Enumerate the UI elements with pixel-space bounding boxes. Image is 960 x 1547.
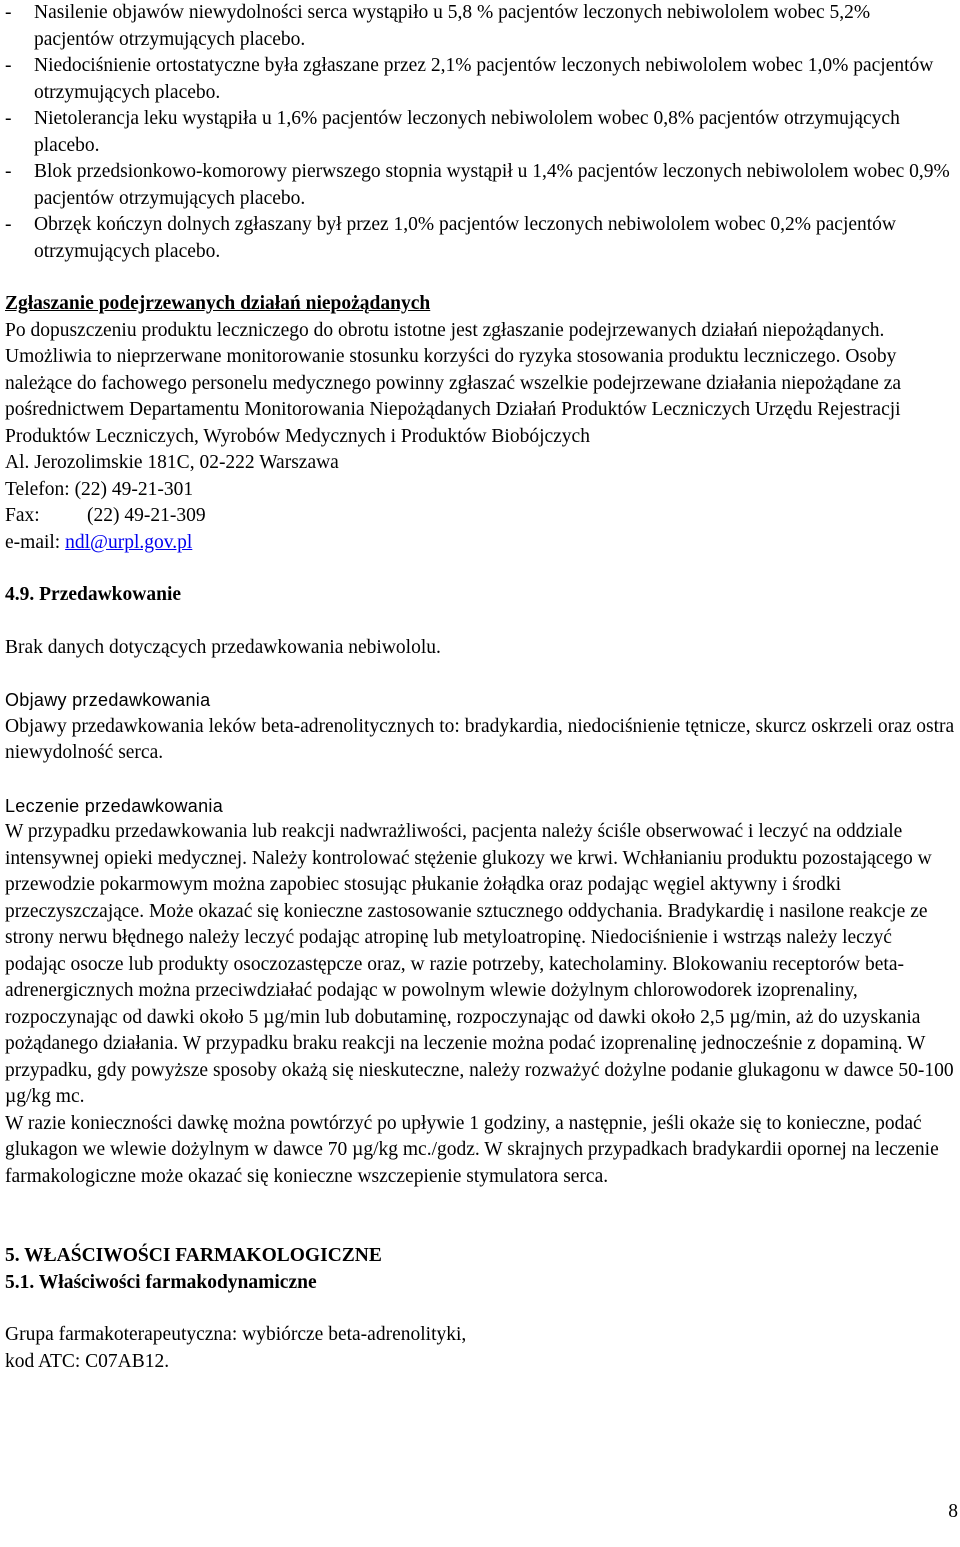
document-page xyxy=(5,0,955,1375)
bullet-dash: - xyxy=(5,55,12,76)
overdose-no-data: Brak danych dotyczących przedawkowania nebiwololu. xyxy=(5,636,441,658)
fax-label: Fax: xyxy=(5,505,40,526)
list-item: - Nietolerancja leku wystąpiła u 1,6% pacjentów leczonych nebiwololem wobec 0,8% pacjentów otrzymujących placebo. xyxy=(5,108,900,156)
symptoms-body: Objawy przedawkowania leków beta-adrenolitycznych to: bradykardia, niedociśnienie tętnicze, skurcz oskrzeli oraz ostra niewydolność serca. xyxy=(5,715,955,763)
list-item: - Niedociśnienie ortostatyczne była zgłaszane przez 2,1% pacjentów leczonych nebiwololem wobec 1,0% pacjentów otrzymujących placebo. xyxy=(5,55,934,103)
reporting-phone: Telefon: (22) 49-21-301 xyxy=(5,478,194,500)
overdose-heading: 4.9. Przedawkowanie xyxy=(5,584,182,605)
reporting-body: Po dopuszczeniu produktu leczniczego do obrotu istotne jest zgłaszanie podejrzewanych działań niepożądanych. Umożliwia to nieprzerwane monitorowanie stosunku korzyści do ryzyka stosowania produktu leczniczego. Osoby należące do fachowego personelu medycznego powinny zgłaszać wszelkie podejrzewane działania niepożądane za pośrednictwem Departamentu Monitorowania Niepożądanych Działań Produktów Leczniczych Urzędu Rejestracji Produktów Leczniczych, Wyrobów Medycznych i Produktów Biobójczych xyxy=(5,319,902,447)
overdose-section xyxy=(5,582,955,1190)
atc-code: kod ATC: C07AB12. xyxy=(5,1350,170,1372)
bullet-dash: - xyxy=(5,2,12,23)
treatment-heading: Leczenie przedawkowania xyxy=(5,795,224,816)
list-item: - Nasilenie objawów niewydolności serca wystąpiło u 5,8 % pacjentów leczonych nebiwololem wobec 5,2% pacjentów otrzymujących placebo. xyxy=(5,2,871,50)
reporting-email xyxy=(5,530,955,557)
reporting-address: Al. Jerozolimskie 181C, 02-222 Warszawa xyxy=(5,452,339,473)
reporting-fax xyxy=(5,503,955,530)
treatment-body-continued: W razie konieczności dawkę można powtórzyć po upływie 1 godziny, a następnie, jeśli okaże się to konieczne, podać glukagon we wlewie dożylnym w dawce 70 µg/kg mc./godz. W skrajnych przypadkach bradykardii opornej na leczenie farmakologiczne może okazać się konieczne wszczepienie stymulatora serca. xyxy=(5,1112,939,1187)
fax-value: (22) 49-21-309 xyxy=(87,505,206,526)
symptoms-heading: Objawy przedawkowania xyxy=(5,690,211,710)
reporting-heading: Zgłaszanie podejrzewanych działań niepożądanych xyxy=(5,293,431,314)
bullet-dash: - xyxy=(5,108,12,129)
email-link[interactable]: ndl@urpl.gov.pl xyxy=(65,531,193,553)
subsection-heading: 5.1. Właściwości farmakodynamiczne xyxy=(5,1271,317,1293)
pharmacology-section xyxy=(5,1243,955,1375)
adverse-effects-list xyxy=(5,0,955,265)
page-number: 8 xyxy=(948,1501,958,1522)
pharmacotherapeutic-group: Grupa farmakoterapeutyczna: wybiórcze beta-adrenolityki, xyxy=(5,1324,467,1345)
list-item: - Blok przedsionkowo-komorowy pierwszego stopnia wystąpił u 1,4% pacjentów leczonych nebiwololem wobec 0,9% pacjentów otrzymujących placebo. xyxy=(5,161,950,209)
section-heading: 5. WŁAŚCIWOŚCI FARMAKOLOGICZNE xyxy=(5,1245,382,1266)
reporting-section xyxy=(5,291,955,556)
email-label: e-mail: xyxy=(5,531,66,553)
bullet-dash: - xyxy=(5,161,12,182)
list-item: - Obrzęk kończyn dolnych zgłaszany był przez 1,0% pacjentów leczonych nebiwololem wobec 0,2% pacjentów otrzymujących placebo. xyxy=(5,214,897,262)
bullet-dash: - xyxy=(5,214,12,235)
treatment-body: W przypadku przedawkowania lub reakcji nadwrażliwości, pacjenta należy ściśle obserwować i leczyć na oddziale intensywnej opieki medycznej. Należy kontrolować stężenie glukozy we krwi. Wchłanianiu produktu pozostającego w przewodzie pokarmowym można zapobiec stosując płukanie żołądka oraz podając węgiel aktywny i środki przeczyszczające. Może okazać się konieczne zastosowanie sztucznego oddychania. Bradykardię i nasilone reakcje ze strony nerwu błędnego należy leczyć podając atropinę lub metyloatropinę. Niedociśnienie i wstrząs należy leczyć podając osocze lub produkty osoczozastępcze oraz, w razie potrzeby, katecholaminy. Blokowaniu receptorów beta-adrenergicznych można przeciwdziałać podając w powolnym wlewie dożylnym chlorowodorek izoprenaliny, rozpoczynając od dawki około 5 µg/min lub dobutaminę, rozpoczynając od dawki około 2,5 µg/min, aż do uzyskania pożądanego działania. W przypadku braku reakcji na leczenie można podać izoprenalinę jednocześnie z dopaminą. W przypadku, gdy powyższe sposoby okażą się nieskuteczne, należy rozważyć dożylne podanie glukagonu w dawce 50-100 µg/kg mc. xyxy=(5,821,954,1107)
